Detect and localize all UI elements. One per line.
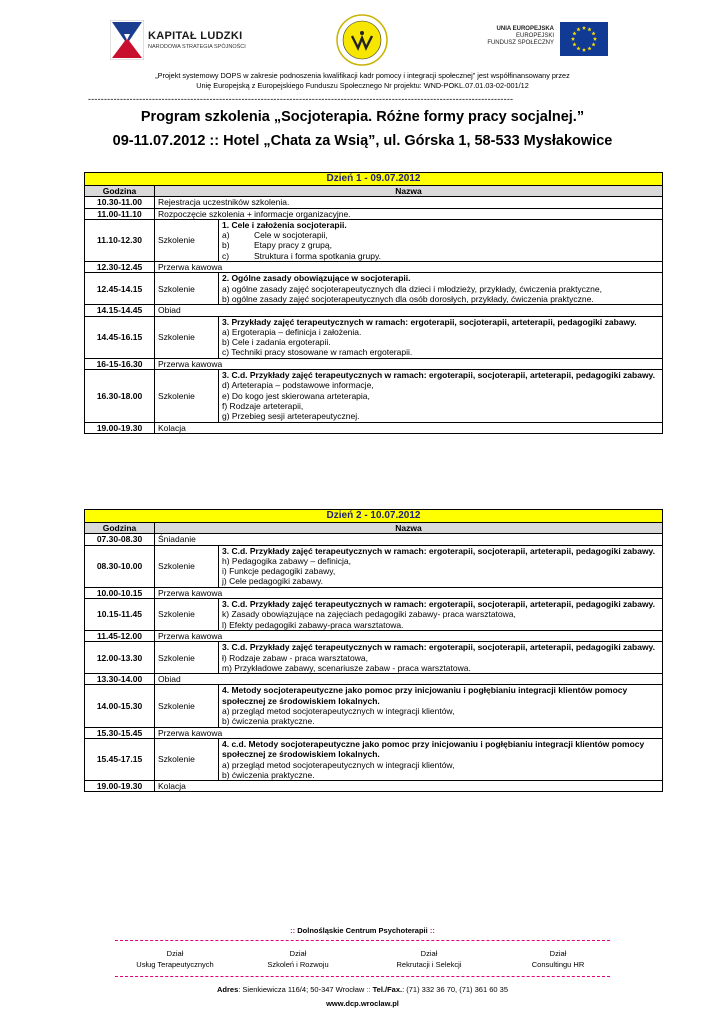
schedule-row [85,358,663,369]
session-list-item [222,251,659,261]
list-text: Etapy pracy z grupą, [254,240,332,251]
session-type: Szkolenie [155,316,219,358]
session-topic-line: a) przegląd metod socjoterapeutycznych w integracji klientów, [222,759,455,770]
session-content [219,370,663,422]
eu-star-icon [576,46,580,50]
footer-dept-1-name: Usług Terapeutycznych [136,960,214,969]
list-marker: c) [222,250,230,261]
schedule-row [85,781,663,792]
organization-seal-icon [336,14,388,66]
column-header-name: Nazwa [155,523,663,534]
session-description: Przerwa kawowa [155,630,663,641]
session-topic-line: ł) Rodzaje zabaw - praca warsztatowa, [222,652,368,663]
eu-star-icon [591,42,595,46]
session-time: 14.15-14.45 [85,305,155,316]
session-content [219,219,663,261]
session-time: 14.00-15.30 [85,685,155,727]
session-description: Przerwa kawowa [155,587,663,598]
day-header-row [85,510,663,523]
project-note-line-1: „Projekt systemowy DOPS w zakresie podnoszenia kwalifikacji kadr pomocy i integracji społecznej” jest współfinansowany przez [155,71,570,80]
schedule-row [85,738,663,780]
eu-star-icon [572,31,576,35]
session-topic-line: l) Efekty pedagogiki zabawy-praca warsztatowa. [222,619,404,630]
session-time: 13.30-14.00 [85,674,155,685]
footer-tel-value: : (71) 332 36 70, (71) 361 60 35 [402,985,509,994]
kapital-ludzki-logo [110,18,255,64]
session-content [219,545,663,587]
session-heading: 3. C.d. Przykłady zajęć terapeutycznych w ramach: ergoterapii, socjoterapii, arteterapii, pedagogiki zabawy. [222,545,656,556]
session-topic-line: m) Przykładowe zabawy, scenariusze zabaw - praca warsztatowa. [222,662,471,673]
footer-website-link[interactable]: www.dcp.wroclaw.pl [326,999,399,1008]
list-marker: a) [222,230,230,241]
schedule-row [85,599,663,631]
day-title: Dzień 1 - 09.07.2012 [85,173,663,186]
schedule-row [85,685,663,727]
session-topic-line: e) Do kogo jest skierowana arteterapia, [222,390,370,401]
schedule-row [85,422,663,433]
session-type: Szkolenie [155,599,219,631]
session-description: Obiad [155,305,663,316]
schedule-row [85,316,663,358]
session-time: 12.45-14.15 [85,273,155,305]
kapital-ludzki-title: KAPITAŁ LUDZKI [148,30,243,42]
footer-dept-2-label: Dział [289,949,307,958]
project-note-line-2: Unię Europejską z Europejskiego Funduszu Społecznego Nr projektu: WND-POKL.07.01.03-02-001/12 [196,80,529,90]
session-description: Kolacja [155,781,663,792]
session-type: Szkolenie [155,685,219,727]
session-time: 11.10-12.30 [85,219,155,261]
session-heading: 1. Cele i założenia socjoterapii. [222,219,347,230]
session-topic-line: b) Cele i zadania ergoterapii. [222,337,331,348]
session-topic-line: c) Techniki pracy stosowane w ramach ergoterapii. [222,347,413,358]
session-list-item [222,240,659,250]
list-marker: b) [222,240,230,251]
session-time: 19.00-19.30 [85,422,155,433]
footer-dept-1-label: Dział [166,949,184,958]
session-time: 10.00-10.15 [85,587,155,598]
session-topic-line: i) Funkcje pedagogiki zabawy, [222,566,336,577]
session-heading: 4. c.d. Metody socjoterapeutyczne jako pomoc przy inicjowaniu i pogłębianiu integracji klientów pomocy społecznej ze środowiskiem lokalnych. [222,738,645,760]
footer-address [115,985,610,994]
schedule-row [85,674,663,685]
eu-line-3: FUNDUSZ SPOŁECZNY [487,40,554,46]
footer-tel-label: Tel./Fax. [370,985,403,994]
footer-dept-4 [493,948,623,970]
session-topic-line: a) ogólne zasady zajęć socjoterapeutycznych dla dzieci i młodzieży, przykłady, ćwiczenia praktyczne, [222,283,602,294]
session-time: 16.30-18.00 [85,370,155,422]
project-note [60,71,665,90]
session-time: 12.30-12.45 [85,262,155,273]
kapital-ludzki-mark-icon [110,20,144,60]
session-type: Szkolenie [155,219,219,261]
footer-divider-top [115,940,610,941]
session-heading: 4. Metody socjoterapeutyczne jako pomoc przy inicjowaniu i pogłębianiu integracji klientów pomocy społecznej ze środowiskiem lokalnych. [222,685,628,706]
footer-divider-bottom [115,976,610,977]
eu-star-icon [582,48,586,52]
schedule-row [85,197,663,208]
session-content [219,738,663,780]
header-divider: ------------------------------------------------------------------------------------------------------------------------------------- [88,94,514,104]
footer-separator: :: [366,985,371,994]
session-time: 15.30-15.45 [85,727,155,738]
session-time: 11.45-12.00 [85,630,155,641]
session-topic-line: h) Pedagogika zabawy – definicja, [222,555,351,566]
session-description: Przerwa kawowa [155,262,663,273]
session-description: Kolacja [155,422,663,433]
session-type: Szkolenie [155,642,219,674]
schedule-row [85,262,663,273]
footer-organization [115,926,610,935]
session-topic-line: b) ogólne zasady zajęć socjoterapeutycznych dla osób dorosłych, przykłady, ćwiczenia praktyczne. [222,293,594,304]
footer-dept-2 [233,948,363,970]
kapital-ludzki-subtitle: NARODOWA STRATEGIA SPÓJNOŚCI [148,44,246,50]
eu-star-icon [593,37,597,41]
session-time: 14.45-16.15 [85,316,155,358]
column-header-time: Godzina [85,523,155,534]
session-topic-line: a) przegląd metod socjoterapeutycznych w integracji klientów, [222,706,455,717]
session-list-item [222,230,659,240]
footer-dept-4-label: Dział [549,949,567,958]
schedule-row [85,642,663,674]
session-topic-line: g) Przebieg sesji arteterapeutycznej. [222,411,360,422]
footer-dept-3-name: Rekrutacji i Selekcji [396,960,462,969]
schedule-row [85,587,663,598]
session-heading: 3. C.d. Przykłady zajęć terapeutycznych w ramach: ergoterapii, socjoterapii, arteterapii, pedagogiki zabawy. [222,599,656,610]
column-header-name: Nazwa [155,186,663,197]
session-type: Szkolenie [155,738,219,780]
session-heading: 2. Ogólne zasady obowiązujące w socjoterapii. [222,273,411,284]
session-time: 16-15-16.30 [85,358,155,369]
column-header-row [85,523,663,534]
session-time: 07.30-08.30 [85,534,155,545]
schedule-row [85,219,663,261]
session-type: Szkolenie [155,273,219,305]
session-time: 12.00-13.30 [85,642,155,674]
footer-dept-3 [364,948,494,970]
session-description: Przerwa kawowa [155,727,663,738]
eu-star-icon [572,42,576,46]
session-topic-line: a) Ergoterapia – definicja i założenia. [222,326,362,337]
footer-org-name: Dolnośląskie Centrum Psychoterapii [297,926,428,935]
eu-star-icon [576,27,580,31]
session-heading: 3. C.d. Przykłady zajęć terapeutycznych w ramach: ergoterapii, socjoterapii, arteterapii, pedagogiki zabawy. [222,642,656,653]
eu-star-icon [587,46,591,50]
session-topic-line: b) ćwiczenia praktyczne. [222,716,315,727]
eu-line-1: UNIA EUROPEJSKA [496,26,554,32]
session-description: Przerwa kawowa [155,358,663,369]
session-time: 11.00-11.10 [85,208,155,219]
schedule-row [85,273,663,305]
session-content [219,273,663,305]
session-description: Obiad [155,674,663,685]
eu-star-icon [591,31,595,35]
session-description: Śniadanie [155,534,663,545]
session-time: 08.30-10.00 [85,545,155,587]
session-description: Rejestracja uczestników szkolenia. [155,197,663,208]
eu-line-2: EUROPEJSKI [515,33,554,39]
eu-star-icon [587,27,591,31]
day-header-row [85,173,663,186]
list-text: Struktura i forma spotkania grupy. [254,250,381,261]
column-header-time: Godzina [85,186,155,197]
session-topic-line: d) Arteterapia – podstawowe informacje, [222,380,374,391]
session-topic-line: j) Cele pedagogiki zabawy. [222,576,323,587]
session-topic-line: k) Zasady obowiązujące na zajęciach pedagogiki zabawy- praca warsztatowa, [222,609,516,620]
schedule-row [85,545,663,587]
day-2-schedule-table [84,509,663,792]
schedule-row [85,534,663,545]
footer-address-value: : Sienkiewicza 116/4; 50-347 Wrocław [238,985,367,994]
day-1-schedule-table [84,172,663,434]
session-time: 15.45-17.15 [85,738,155,780]
session-heading: 3. Przykłady zajęć terapeutycznych w ramach: ergoterapii, socjoterapii, arteterapii, pedagogiki zabawy. [222,316,637,327]
schedule-row [85,208,663,219]
footer-address-label: Adres [216,985,239,994]
eu-label [470,26,554,47]
column-header-row [85,186,663,197]
session-heading: 3. C.d. Przykłady zajęć terapeutycznych w ramach: ergoterapii, socjoterapii, arteterapii, pedagogiki zabawy. [222,370,656,381]
footer-dept-2-name: Szkoleń i Rozwoju [267,960,329,969]
footer-org-prefix: :: [290,926,298,935]
program-title: Program szkolenia „Socjoterapia. Różne formy pracy socjalnej.” [140,109,585,125]
eu-flag-icon [560,22,608,56]
session-topic-line: b) ćwiczenia praktyczne. [222,769,315,780]
footer-org-suffix: :: [427,926,435,935]
eu-star-icon [582,26,586,30]
session-time: 19.00-19.30 [85,781,155,792]
eu-star-icon [571,37,575,41]
session-content [219,599,663,631]
session-topic-line: f) Rodzaje arteterapii, [222,400,304,411]
session-type: Szkolenie [155,545,219,587]
footer-dept-1 [110,948,240,970]
footer-dept-3-label: Dział [420,949,438,958]
session-time: 10.30-11.00 [85,197,155,208]
program-subtitle: 09-11.07.2012 :: Hotel „Chata za Wsią”, ul. Górska 1, 58-533 Mysłakowice [112,133,613,149]
list-text: Cele w socjoterapii, [254,230,328,241]
session-content [219,316,663,358]
day-title: Dzień 2 - 10.07.2012 [85,510,663,523]
schedule-row [85,305,663,316]
session-content [219,642,663,674]
schedule-row [85,630,663,641]
session-type: Szkolenie [155,370,219,422]
schedule-row [85,727,663,738]
session-description: Rozpoczęcie szkolenia + informacje organizacyjne. [155,208,663,219]
footer-dept-4-name: Consultingu HR [531,960,585,969]
session-content [219,685,663,727]
session-time: 10.15-11.45 [85,599,155,631]
schedule-row [85,370,663,422]
